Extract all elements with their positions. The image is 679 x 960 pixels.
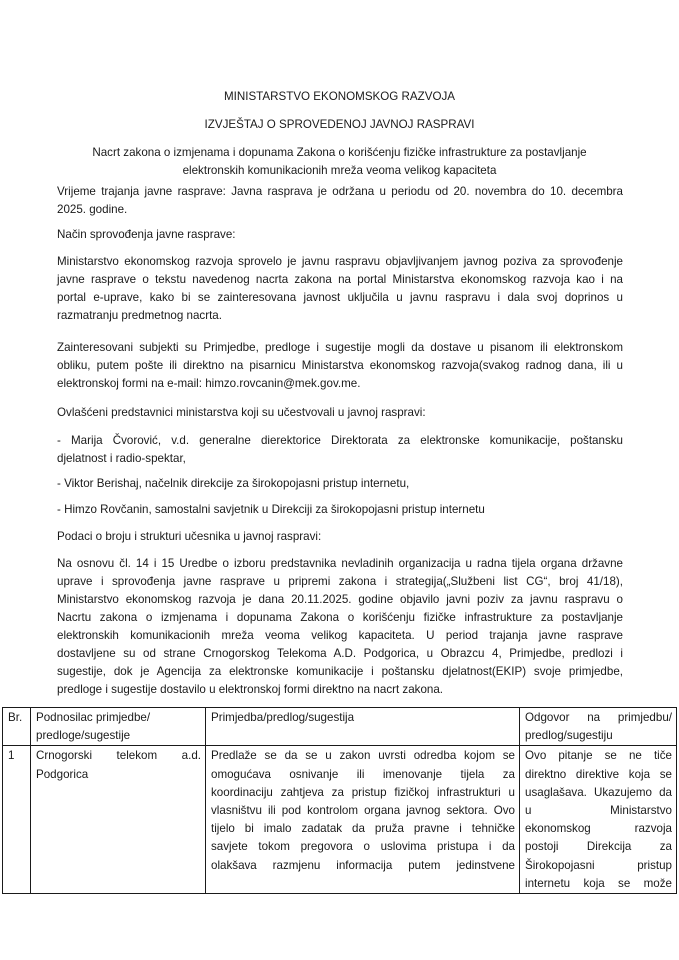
report-title: IZVJEŠTAJ O SPROVEDENOJ JAVNOJ RASPRAVI [204, 118, 475, 131]
method-heading: Način sprovođenja javne rasprave: [57, 228, 236, 241]
header-line: Odgovor na primjedbu/ [525, 711, 672, 724]
paragraph-line: javne rasprave o tekstu navedenog nacrta zakona na portal Ministarstva ekonomskog razvoja kao i na [57, 273, 623, 286]
paragraph-line: - Viktor Berishaj, načelnik direkcije za širokopojasni pristup internetu, [57, 477, 410, 490]
paragraph-line: elektronskoj formi na e-mail: himzo.rovcanin@mek.gov.me. [57, 377, 361, 390]
cell-submitter [31, 746, 206, 894]
cell-line: ekonomskog razvoja [525, 822, 672, 836]
submission-paragraph [57, 339, 623, 393]
ministry-heading: MINISTARSTVO EKONOMSKOG RAZVOJA [223, 90, 456, 103]
cell-comment [206, 746, 520, 894]
representative-item [57, 501, 623, 519]
method-paragraph [57, 253, 623, 325]
cell-line: savjete tokom pregovora o uslovima pristupa i da [211, 840, 515, 854]
header-comment: Primjedba/predlog/sugestija [206, 708, 520, 746]
cell-line: internetu koja se može [525, 876, 672, 890]
cell-line: koordinaciju zahtjeva za pristup fizičkoj infrastrukturi u [211, 785, 515, 799]
header-line: predloge/sugestije [36, 729, 131, 743]
cell-line: omogućava osnivanje ili imenovanje tijela za [211, 767, 515, 781]
cell-line: usaglašava. Ukazujemo da [525, 785, 672, 799]
header-response [520, 708, 677, 746]
table-header-row [3, 708, 677, 746]
header-number: Br. [3, 708, 31, 746]
header-line: Podnosilac primjedbe/ [36, 711, 151, 724]
paragraph-line: Zainteresovani subjekti su Primjedbe, predloge i sugestije mogli da dostave u pisanom ili elektronskom [57, 341, 623, 354]
cell-line: Crnogorski telekom a.d. [36, 749, 201, 763]
cell-line: postoji Direkcija za [525, 840, 672, 854]
cell-line: olakšava razmjenu informacija putem jedinstvene [211, 858, 515, 872]
representatives-heading: Ovlašćeni predstavnici ministarstva koji su učestvovali u javnoj raspravi: [57, 406, 426, 419]
paragraph-line: Ministarstvo ekonomskog razvoja je dana 20.11.2025. godine objavilo javni poziv za javnu raspravu o [57, 593, 623, 606]
table-row [3, 746, 677, 894]
paragraph-line: portal e-uprave, kako bi se zainteresovana javnost uključila u javnu raspravu i dala svoj doprinos u [57, 291, 623, 304]
paragraph-line: Nacrtu zakona o izmjenama i dopunama Zakona o korišćenju fizičke infrastrukture za postavljanje [57, 611, 623, 624]
header-line: predlog/sugestiju [525, 729, 613, 743]
paragraph-line: uprave i sprovođenja javne rasprave u pripremi zakona i strategija(„Službeni list CG“, broj 41/18), [57, 575, 623, 588]
cell-response [520, 746, 677, 894]
paragraph-line: Ministarstvo ekonomskog razvoja sprovelo je javnu raspravu objavljivanjem javnog poziva za sprovođenje [57, 255, 623, 268]
cell-line: Ovo pitanje se ne tiče [525, 749, 672, 763]
cell-line: direktno direktive koja se [525, 767, 672, 781]
cell-line: tijelo bi imalo zadatak da pruža pravne i tehničke [211, 822, 515, 836]
paragraph-line: obliku, putem pošte ili direktno na pisarnicu Ministarstva ekonomskog razvoja(svakog radnog dana, ili u [57, 359, 623, 372]
participants-heading: Podaci o broju i strukturi učesnika u javnoj raspravi: [57, 530, 322, 543]
cell-number: 1 [3, 746, 31, 894]
paragraph-line: sugestije, dok je Agencija za elektronske komunikacije i poštansku djelatnost(EKIP) svoje primjedbe, [57, 665, 623, 678]
paragraph-line: predloge i sugestije dostavilo u elektronskoj formi direktno na nacrt zakona. [57, 683, 444, 696]
paragraph-line: - Marija Čvorović, v.d. generalne dierektorice Direktorata za elektronske komunikacije, poštansku [57, 434, 623, 447]
paragraph-line: razmatranju predmetnog nacrta. [57, 309, 222, 322]
header-submitter [31, 708, 206, 746]
draft-law-subtitle [0, 144, 679, 180]
cell-line: Predlaže se da se u zakon uvrsti odredba kojom se [211, 749, 515, 763]
subtitle-line: Nacrt zakona o izmjenama i dopunama Zakona o korišćenju fizičke infrastrukture za postavljanje [92, 146, 587, 159]
cell-line: vlasništvu ili pod kontrolom organa javnog sektora. Ovo [211, 804, 515, 818]
subtitle-line: elektronskih komunikacionih mreža veoma velikog kapaciteta [182, 164, 497, 177]
representative-item [57, 432, 623, 468]
paragraph-line: Na osnovu čl. 14 i 15 Uredbe o izboru predstavnika nevladinih organizacija u radna tijela organa državne [57, 557, 623, 570]
paragraph-line: - Himzo Rovčanin, samostalni savjetnik u Direkciji za širokopojasni pristup internetu [57, 503, 485, 516]
participants-paragraph [57, 555, 623, 699]
paragraph-line: dostavljene su od strane Crnogorskog Telekoma A.D. Podgorica, u Obrazcu 4, Primjedbe, predlozi i [57, 647, 623, 660]
cell-line: Širokopojasni pristup [525, 858, 672, 872]
paragraph-line: djelatnost i radio-spektar, [57, 452, 186, 465]
comments-table [2, 707, 677, 894]
cell-line: Podgorica [36, 767, 89, 781]
paragraph-line: 2025. godine. [57, 203, 128, 216]
representative-item [57, 475, 623, 493]
cell-line: u Ministarstvo [525, 804, 672, 818]
paragraph-line: Vrijeme trajanja javne rasprave: Javna rasprava je održana u periodu od 20. novembra do 10. decembra [57, 185, 623, 198]
paragraph-line: elektronskih komunikacionih mreža veoma velikog kapaciteta. U period trajanja javne rasprave [57, 629, 623, 642]
duration-paragraph [57, 183, 623, 219]
